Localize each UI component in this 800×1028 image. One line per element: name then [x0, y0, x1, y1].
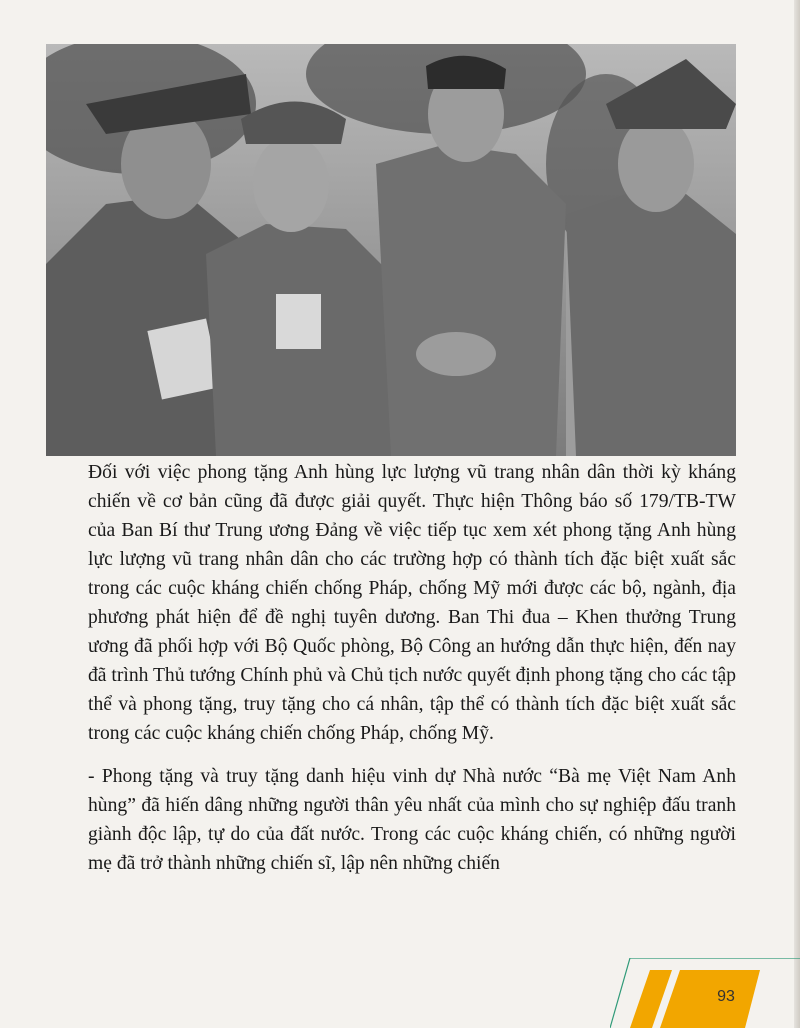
body-text — [88, 458, 736, 878]
page-number: 93 — [717, 988, 735, 1005]
historical-photo — [46, 44, 736, 456]
footer-decoration — [610, 958, 800, 1028]
photo-illustration — [46, 44, 736, 456]
paragraph-1: Đối với việc phong tặng Anh hùng lực lượng vũ trang nhân dân thời kỳ kháng chiến về cơ bản cũng đã được giải quyết. Thực hiện Thông báo số 179/TB-TW của Ban Bí thư Trung ương Đảng về việc tiếp tục xem xét phong tặng Anh hùng lực lượng vũ trang nhân dân cho các trường hợp có thành tích đặc biệt xuất sắc trong các cuộc kháng chiến chống Pháp, chống Mỹ mới được các bộ, ngành, địa phương phát hiện để đề nghị tuyên dương. Ban Thi đua – Khen thưởng Trung ương đã phối hợp với Bộ Quốc phòng, Bộ Công an hướng dẫn thực hiện, đến nay đã trình Thủ tướng Chính phủ và Chủ tịch nước quyết định phong tặng cho các tập thể và phong tặng, truy tặng cho cá nhân, tập thể có thành tích đặc biệt xuất sắc trong các cuộc kháng chiến chống Pháp, chống Mỹ. — [88, 462, 736, 744]
footer-line-slant — [610, 958, 630, 1028]
page-edge — [794, 0, 800, 1028]
paragraph-2: - Phong tặng và truy tặng danh hiệu vinh dự Nhà nước “Bà mẹ Việt Nam Anh hùng” đã hiến dâng những người thân yêu nhất của mình cho sự nghiệp đấu tranh giành độc lập, tự do của đất nước. Trong các cuộc kháng chiến, có những người mẹ đã trở thành những chiến sĩ, lập nên những chiến — [88, 766, 736, 874]
